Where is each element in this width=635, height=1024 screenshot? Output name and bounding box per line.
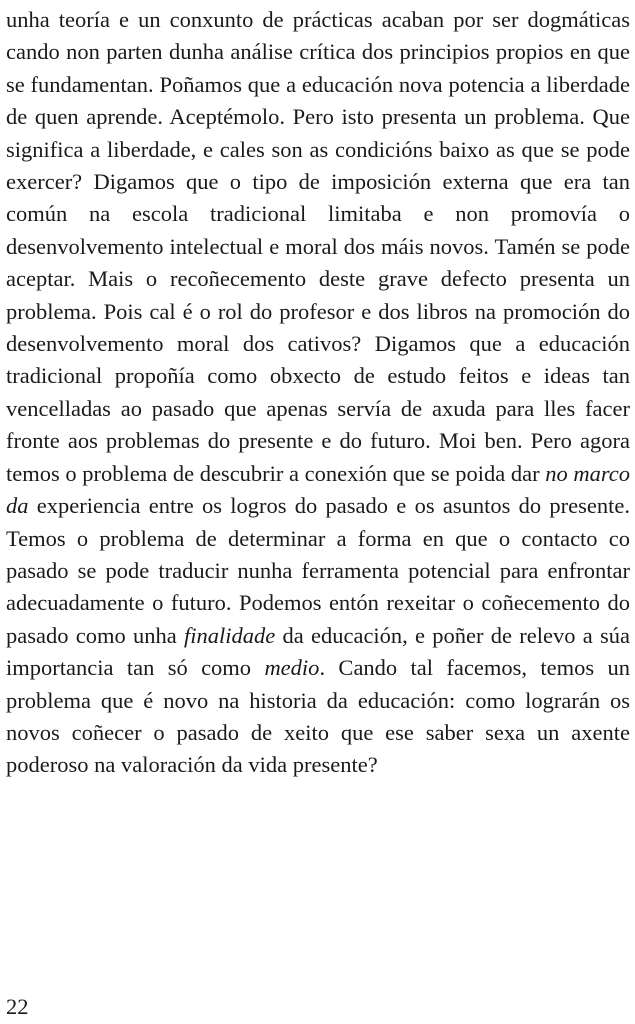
italic-medio: medio [264,655,320,681]
text-segment-2: experiencia entre os logros do pasado e os asuntos do presente. Temos o problema de determinar a forma en que o contacto co pasado se pode traducir nunha ferramenta potencial para enfrontar adecuadamente o futuro. Podemos entón rexeitar o coñecemento do pasado como unha [6,493,630,648]
text-segment-3: da educación, e poñer de relevo a súa importancia tan só como [6,622,630,681]
paragraph [6,4,630,782]
body-text [6,4,630,782]
italic-no-marco-da: no marco da [6,460,630,519]
text-segment-1: unha teoría e un conxunto de prácticas acaban por ser dogmáticas cando non parten dunha análise crítica dos principios propios en que se fundamentan. Poñamos que a educación nova potencia a liberdade de quen aprende. Aceptémolo. Pero isto presenta un problema. Que significa a liberdade, e cales son as condicións baixo as que se pode exercer? Digamos que o tipo de imposición externa que era tan común na escola tradicional limitaba e non promovía o desenvolvemento intelectual e moral dos máis novos. Tamén se pode aceptar. Mais o recoñecemento deste grave defecto presenta un problema. Pois cal é o rol do profesor e dos libros na promoción do desenvolvemento moral dos cativos? Digamos que a educación tradicional propoñía como obxecto de estudo feitos e ideas tan vencelladas ao pasado que apenas servía de axuda para lles facer fronte aos problemas do presente e do futuro. Moi ben. Pero agora temos o problema de descubrir a conexión que se poida dar [6,7,630,486]
page-number: 22 [6,994,29,1019]
italic-finalidade: finalidade [183,622,276,648]
text-segment-4: . Cando tal facemos, temos un problema que é novo na historia da educación: como lograrán os novos coñecer o pasado de xeito que ese saber sexa un axente poderoso na valoración da vida presente? [6,655,630,778]
